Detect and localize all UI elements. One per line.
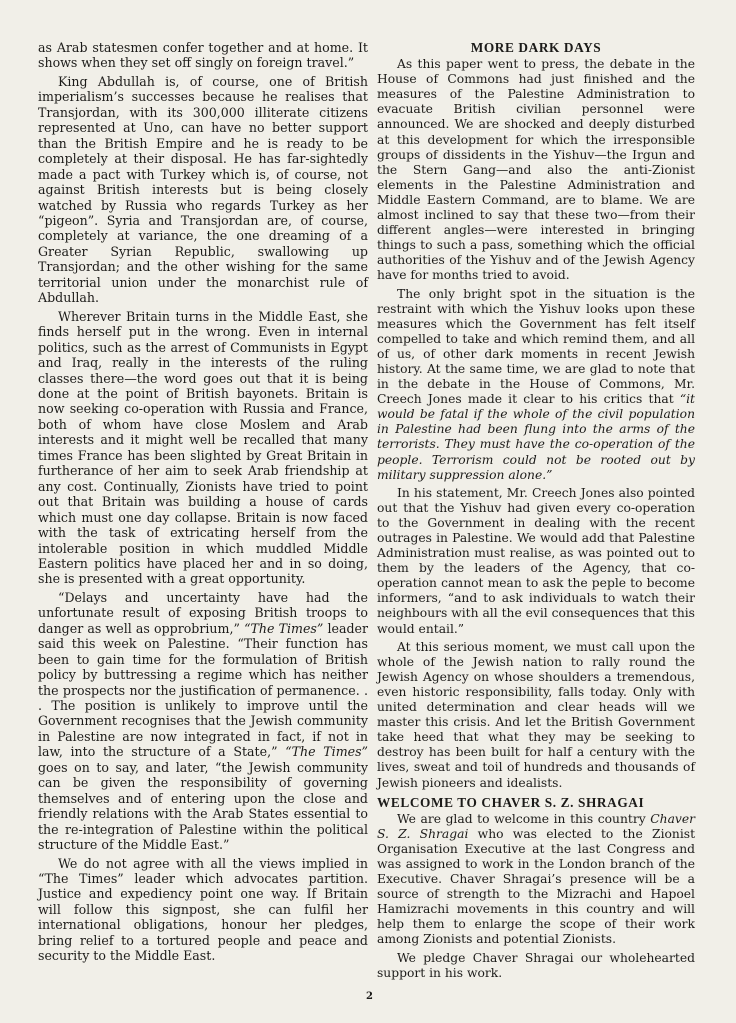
paragraph: King Abdullah is, of course, one of British imperialism’s successes because he realises that Transjordan, with its 300,000 illiterate citizens represented at Uno, can have no better support than the British Empire and he is ready to be completely at their disposal. He has far-sightedly made a pact with Turkey which is, of course, not against British interests but is being closely watched by Russia who regards Turkey as her “pigeon”. Syria and Transjordan are, of course, completely at variance, the one dreaming of a Greater Syrian Republic, swallowing up Transjordan; and the other wishing for the same territorial union under the monarchist rule of Abdullah. <box>38 73 368 306</box>
italic-run: Chaver S. Z. Shragai <box>377 811 695 841</box>
paragraph: At this serious moment, we must call upon the whole of the Jewish nation to rally round the Jewish Agency on whose shoulders a tremendous, even historic responsibility, falls today. Only with united determination and clear heads will we master this crisis. And let the British Government take heed that what they may be seeking to destroy has been built for half a century with the lives, sweat and toil of hundreds and thousands of Jewish pioneers and idealists. <box>377 639 695 790</box>
page-number: 2 <box>366 991 373 1002</box>
text-run: leader said this week on Palestine. “Their function has been to gain time for the formulation of British policy by buttressing a regime which has neither the prospects nor the justification of permanence. . . The position is unlikely to improve until the Government recognises that the Jewish community in Palestine are now integrated in fact, if not in law, into the structure of a State,” <box>38 620 368 760</box>
paragraph <box>38 590 368 853</box>
right-column <box>377 40 695 984</box>
text-run: The only bright spot in the situation is the restraint with which the Yishuv looks upon these measures which the Government has felt itself compelled to take and which remind them, and all of us, of other dark moments in recent Jewish history. At the same time, we are glad to note that in the debate in the House of Commons, Mr. Creech Jones made it clear to his critics that <box>377 286 695 407</box>
text-run: “Delays and uncertainty have had the unfortunate result of exposing British troops to danger as well as opprobrium,” <box>38 589 368 636</box>
italic-run: “it would be fatal if the whole of the civil population in Palestine had been flung into the arms of the terrorists. They must have the co-operation of the people. Terrorism could not be rooted out by military suppression alone.” <box>377 392 695 482</box>
text-run: who was elected to the Zionist Organisation Executive at the last Congress and was assigned to work in the London branch of the Executive. Chaver Shragai’s presence will be a source of strength to the Mizrachi and Hapoel Hamizrachi movements in this country and will help them to enlarge the scope of their work among Zionists and potential Zionists. <box>377 826 696 947</box>
section-heading: MORE DARK DAYS <box>470 40 602 55</box>
paragraph <box>377 287 695 483</box>
paragraph <box>377 812 695 948</box>
paragraph: We pledge Chaver Shragai our wholehearted support in his work. <box>377 950 695 980</box>
italic-run: “The Times” <box>244 620 324 636</box>
section-heading: WELCOME TO CHAVER S. Z. SHRAGAI <box>377 794 645 810</box>
paragraph: In his statement, Mr. Creech Jones also pointed out that the Yishuv had given every co-operation to the Government in dealing with the recent outrages in Palestine. We would add that Palestine Administration must realise, as was pointed out to them by the leaders of the Agency, that co-operation cannot mean to ask the peple to become informers, “and to ask individuals to watch their neighbours with all the evil consequences that this would entail.” <box>377 485 695 636</box>
text-run: goes on to say, and later, “the Jewish community can be given the responsibility of governing themselves and of entering upon the close and friendly relations with the Arab States essential to the re-integration of Palestine within the political structure of the Middle East.” <box>38 759 368 853</box>
paragraph: as Arab statesmen confer together and at home. It shows when they set off singly on foreign travel.” <box>38 40 368 71</box>
paragraph: We do not agree with all the views implied in “The Times” leader which advocates partition. Justice and expediency point one way. If Britain will follow this signpost, she can fulfil her international obligations, honour her pledges, bring relief to a tortured people and peace and security to the Middle East. <box>38 855 368 964</box>
italic-run: “The Times” <box>285 744 368 760</box>
left-column <box>38 40 368 967</box>
text-run: We are glad to welcome in this country <box>397 811 651 826</box>
paragraph: As this paper went to press, the debate in the House of Commons had just finished and the measures of the Palestine Administration to evacuate British civilian personnel were announced. We are shocked and deeply disturbed at this development for which the irresponsible groups of dissidents in the Yishuv—the Irgun and the Stern Gang—and also the anti-Zionist elements in the Palestine Administration and Middle Eastern Command, are to blame. We are almost inclined to say that these two—from their different angles—were interested in bringing things to such a pass, something which the official authorities of the Yishuv and of the Jewish Agency have for months tried to avoid. <box>377 57 695 283</box>
paragraph: Wherever Britain turns in the Middle East, she finds herself put in the wrong. Even in internal politics, such as the arrest of Communists in Egypt and Iraq, really in the interests of the ruling classes there—the word goes out that it is being done at the point of British bayonets. Britain is now seeking co-operation with Russia and France, both of whom have close Moslem and Arab interests and it might well be recalled that many times France has been slighted by Great Britain in furtherance of her aim to seek Arab friendship at any cost. Continually, Zionists have tried to point out that Britain was building a house of cards which must one day collapse. Britain is now faced with the task of extricating herself from the intolerable position in which muddled Middle Eastern politics have placed her and in so doing, she is presented with a great opportunity. <box>38 308 368 587</box>
